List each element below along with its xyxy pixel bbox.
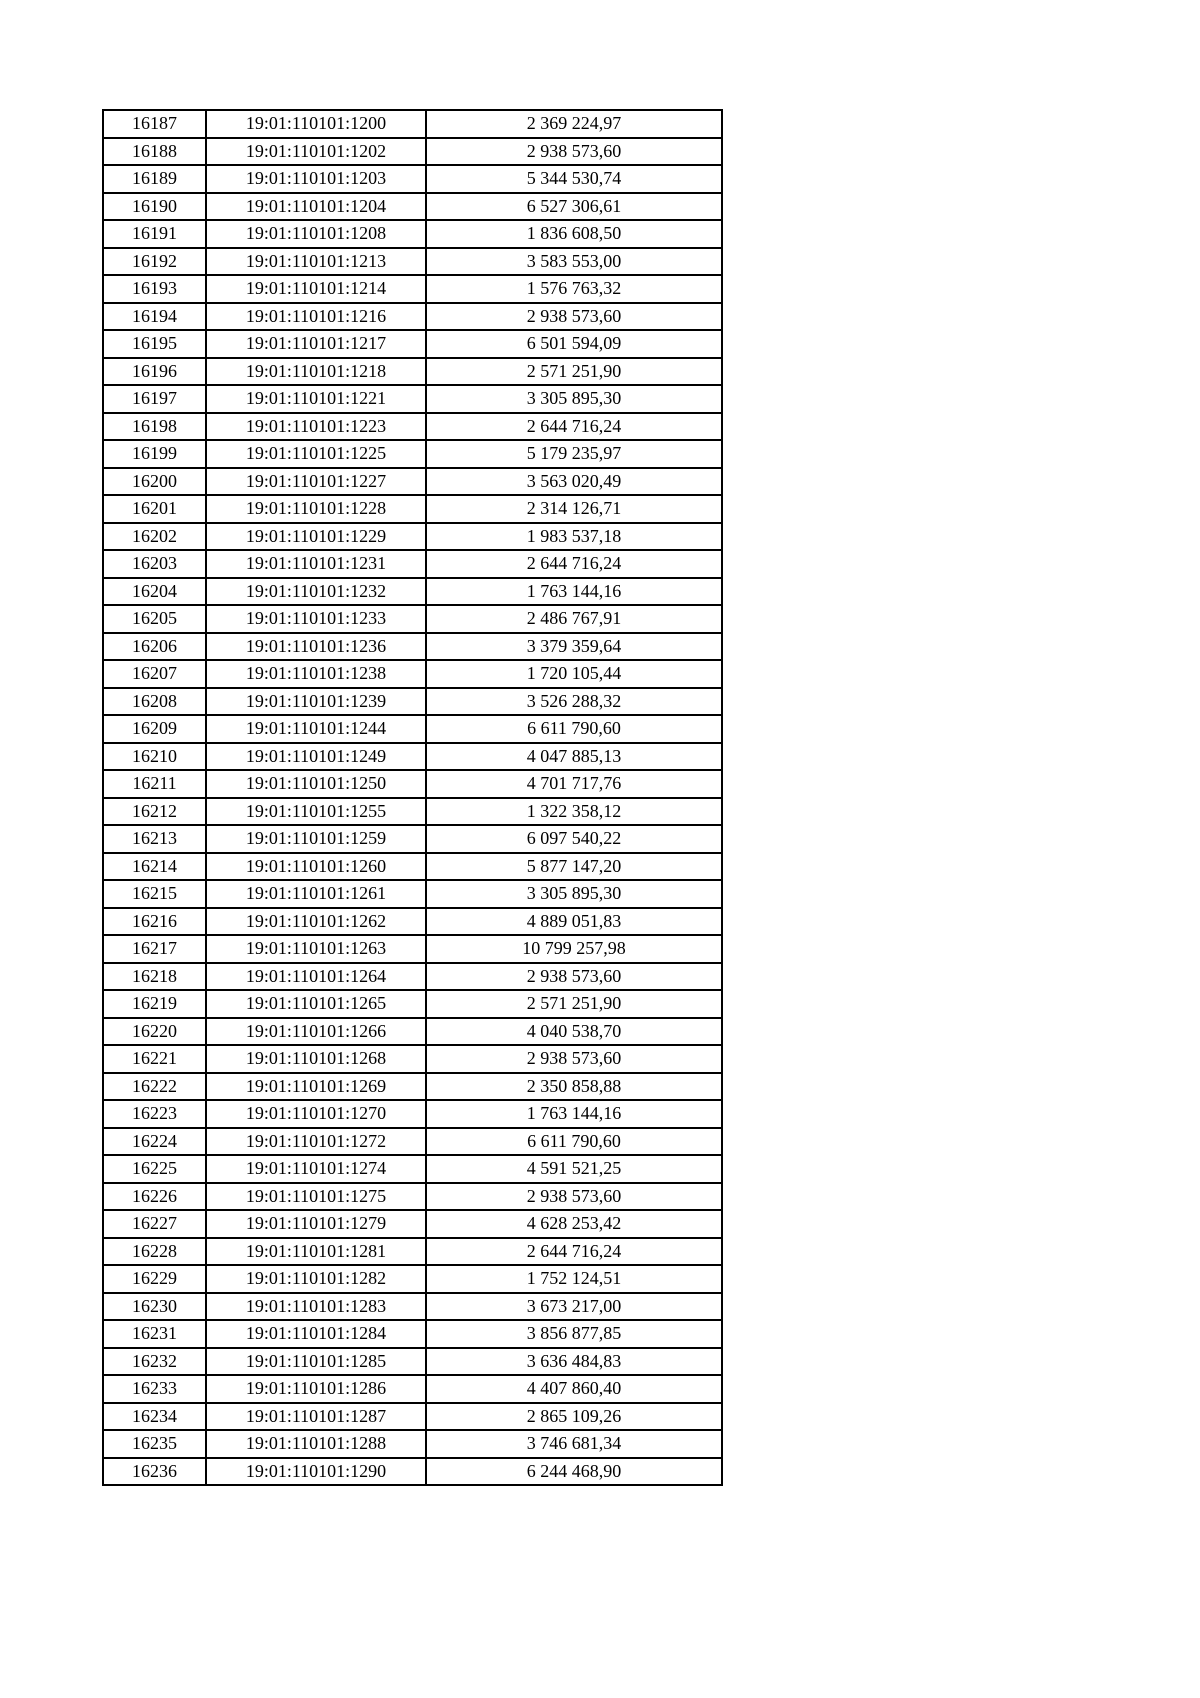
- table-row: [103, 605, 722, 633]
- row-number-cell: 16230: [103, 1293, 206, 1321]
- value-cell: 6 611 790,60: [426, 715, 722, 743]
- value-cell: 2 938 573,60: [426, 1183, 722, 1211]
- value-cell: 4 628 253,42: [426, 1210, 722, 1238]
- cadastral-number-cell: 19:01:110101:1217: [206, 330, 426, 358]
- cadastral-number-cell: 19:01:110101:1232: [206, 578, 426, 606]
- row-number-cell: 16226: [103, 1183, 206, 1211]
- row-number-cell: 16191: [103, 220, 206, 248]
- cadastral-number-cell: 19:01:110101:1200: [206, 110, 426, 138]
- cadastral-number-cell: 19:01:110101:1231: [206, 550, 426, 578]
- row-number-cell: 16189: [103, 165, 206, 193]
- table-row: [103, 550, 722, 578]
- cadastral-number-cell: 19:01:110101:1239: [206, 688, 426, 716]
- row-number-cell: 16192: [103, 248, 206, 276]
- cadastral-number-cell: 19:01:110101:1218: [206, 358, 426, 386]
- row-number-cell: 16207: [103, 660, 206, 688]
- cadastral-number-cell: 19:01:110101:1227: [206, 468, 426, 496]
- row-number-cell: 16213: [103, 825, 206, 853]
- table-row: [103, 1348, 722, 1376]
- value-cell: 2 938 573,60: [426, 303, 722, 331]
- cadastral-number-cell: 19:01:110101:1266: [206, 1018, 426, 1046]
- value-cell: 3 305 895,30: [426, 880, 722, 908]
- value-cell: 3 379 359,64: [426, 633, 722, 661]
- table-row: [103, 385, 722, 413]
- row-number-cell: 16219: [103, 990, 206, 1018]
- row-number-cell: 16234: [103, 1403, 206, 1431]
- value-cell: 4 407 860,40: [426, 1375, 722, 1403]
- cadastral-number-cell: 19:01:110101:1233: [206, 605, 426, 633]
- table-row: [103, 963, 722, 991]
- cadastral-number-cell: 19:01:110101:1283: [206, 1293, 426, 1321]
- table-row: [103, 935, 722, 963]
- row-number-cell: 16200: [103, 468, 206, 496]
- row-number-cell: 16206: [103, 633, 206, 661]
- table-row: [103, 248, 722, 276]
- value-cell: 2 865 109,26: [426, 1403, 722, 1431]
- row-number-cell: 16194: [103, 303, 206, 331]
- value-cell: 2 644 716,24: [426, 1238, 722, 1266]
- table-row: [103, 853, 722, 881]
- value-cell: 4 047 885,13: [426, 743, 722, 771]
- table-row: [103, 495, 722, 523]
- table-row: [103, 1430, 722, 1458]
- row-number-cell: 16209: [103, 715, 206, 743]
- cadastral-number-cell: 19:01:110101:1203: [206, 165, 426, 193]
- value-cell: 1 752 124,51: [426, 1265, 722, 1293]
- row-number-cell: 16212: [103, 798, 206, 826]
- value-cell: 10 799 257,98: [426, 935, 722, 963]
- cadastral-value-table: [102, 109, 723, 1486]
- value-cell: 2 314 126,71: [426, 495, 722, 523]
- table-row: [103, 798, 722, 826]
- cadastral-number-cell: 19:01:110101:1255: [206, 798, 426, 826]
- cadastral-number-cell: 19:01:110101:1282: [206, 1265, 426, 1293]
- cadastral-number-cell: 19:01:110101:1269: [206, 1073, 426, 1101]
- value-cell: 6 527 306,61: [426, 193, 722, 221]
- cadastral-number-cell: 19:01:110101:1236: [206, 633, 426, 661]
- row-number-cell: 16203: [103, 550, 206, 578]
- value-cell: 1 576 763,32: [426, 275, 722, 303]
- row-number-cell: 16223: [103, 1100, 206, 1128]
- row-number-cell: 16193: [103, 275, 206, 303]
- cadastral-number-cell: 19:01:110101:1264: [206, 963, 426, 991]
- cadastral-number-cell: 19:01:110101:1265: [206, 990, 426, 1018]
- value-cell: 3 856 877,85: [426, 1320, 722, 1348]
- cadastral-number-cell: 19:01:110101:1202: [206, 138, 426, 166]
- value-cell: 1 763 144,16: [426, 1100, 722, 1128]
- cadastral-number-cell: 19:01:110101:1249: [206, 743, 426, 771]
- table-row: [103, 440, 722, 468]
- row-number-cell: 16231: [103, 1320, 206, 1348]
- table-row: [103, 880, 722, 908]
- row-number-cell: 16198: [103, 413, 206, 441]
- table-row: [103, 468, 722, 496]
- value-cell: 3 563 020,49: [426, 468, 722, 496]
- cadastral-number-cell: 19:01:110101:1261: [206, 880, 426, 908]
- cadastral-number-cell: 19:01:110101:1262: [206, 908, 426, 936]
- row-number-cell: 16208: [103, 688, 206, 716]
- table-row: [103, 1018, 722, 1046]
- cadastral-number-cell: 19:01:110101:1285: [206, 1348, 426, 1376]
- value-cell: 1 720 105,44: [426, 660, 722, 688]
- table-row: [103, 715, 722, 743]
- table-row: [103, 165, 722, 193]
- value-cell: 6 611 790,60: [426, 1128, 722, 1156]
- value-cell: 3 526 288,32: [426, 688, 722, 716]
- cadastral-number-cell: 19:01:110101:1281: [206, 1238, 426, 1266]
- row-number-cell: 16215: [103, 880, 206, 908]
- table-row: [103, 110, 722, 138]
- cadastral-number-cell: 19:01:110101:1229: [206, 523, 426, 551]
- table-row: [103, 1238, 722, 1266]
- row-number-cell: 16196: [103, 358, 206, 386]
- value-cell: 2 486 767,91: [426, 605, 722, 633]
- row-number-cell: 16214: [103, 853, 206, 881]
- table-row: [103, 1293, 722, 1321]
- row-number-cell: 16202: [103, 523, 206, 551]
- value-cell: 3 305 895,30: [426, 385, 722, 413]
- row-number-cell: 16233: [103, 1375, 206, 1403]
- value-cell: 3 673 217,00: [426, 1293, 722, 1321]
- value-cell: 2 369 224,97: [426, 110, 722, 138]
- value-cell: 2 644 716,24: [426, 413, 722, 441]
- row-number-cell: 16204: [103, 578, 206, 606]
- table-row: [103, 1375, 722, 1403]
- value-cell: 4 040 538,70: [426, 1018, 722, 1046]
- cadastral-number-cell: 19:01:110101:1272: [206, 1128, 426, 1156]
- cadastral-number-cell: 19:01:110101:1223: [206, 413, 426, 441]
- value-cell: 1 983 537,18: [426, 523, 722, 551]
- row-number-cell: 16225: [103, 1155, 206, 1183]
- table-row: [103, 578, 722, 606]
- table-row: [103, 1403, 722, 1431]
- value-cell: 2 938 573,60: [426, 963, 722, 991]
- table-row: [103, 1265, 722, 1293]
- table-row: [103, 303, 722, 331]
- cadastral-number-cell: 19:01:110101:1214: [206, 275, 426, 303]
- table-row: [103, 193, 722, 221]
- value-cell: 6 097 540,22: [426, 825, 722, 853]
- row-number-cell: 16235: [103, 1430, 206, 1458]
- value-cell: 2 571 251,90: [426, 358, 722, 386]
- table-row: [103, 523, 722, 551]
- row-number-cell: 16224: [103, 1128, 206, 1156]
- row-number-cell: 16187: [103, 110, 206, 138]
- cadastral-number-cell: 19:01:110101:1274: [206, 1155, 426, 1183]
- value-cell: 6 501 594,09: [426, 330, 722, 358]
- cadastral-number-cell: 19:01:110101:1208: [206, 220, 426, 248]
- table-row: [103, 770, 722, 798]
- cadastral-number-cell: 19:01:110101:1286: [206, 1375, 426, 1403]
- row-number-cell: 16216: [103, 908, 206, 936]
- row-number-cell: 16227: [103, 1210, 206, 1238]
- value-cell: 1 322 358,12: [426, 798, 722, 826]
- table-row: [103, 743, 722, 771]
- table-row: [103, 330, 722, 358]
- row-number-cell: 16221: [103, 1045, 206, 1073]
- value-cell: 3 636 484,83: [426, 1348, 722, 1376]
- value-cell: 2 644 716,24: [426, 550, 722, 578]
- value-cell: 4 889 051,83: [426, 908, 722, 936]
- cadastral-number-cell: 19:01:110101:1216: [206, 303, 426, 331]
- value-cell: 5 179 235,97: [426, 440, 722, 468]
- value-cell: 6 244 468,90: [426, 1458, 722, 1486]
- table-row: [103, 908, 722, 936]
- table-row: [103, 138, 722, 166]
- table-row: [103, 1045, 722, 1073]
- cadastral-number-cell: 19:01:110101:1213: [206, 248, 426, 276]
- cadastral-number-cell: 19:01:110101:1279: [206, 1210, 426, 1238]
- table-row: [103, 220, 722, 248]
- value-cell: 3 746 681,34: [426, 1430, 722, 1458]
- value-cell: 3 583 553,00: [426, 248, 722, 276]
- table-row: [103, 1128, 722, 1156]
- cadastral-number-cell: 19:01:110101:1290: [206, 1458, 426, 1486]
- row-number-cell: 16217: [103, 935, 206, 963]
- row-number-cell: 16220: [103, 1018, 206, 1046]
- row-number-cell: 16222: [103, 1073, 206, 1101]
- value-cell: 4 701 717,76: [426, 770, 722, 798]
- table-row: [103, 825, 722, 853]
- table-row: [103, 413, 722, 441]
- table-row: [103, 358, 722, 386]
- cadastral-number-cell: 19:01:110101:1270: [206, 1100, 426, 1128]
- table-row: [103, 1100, 722, 1128]
- table-row: [103, 660, 722, 688]
- cadastral-number-cell: 19:01:110101:1288: [206, 1430, 426, 1458]
- value-cell: 5 344 530,74: [426, 165, 722, 193]
- cadastral-number-cell: 19:01:110101:1250: [206, 770, 426, 798]
- table-row: [103, 1155, 722, 1183]
- row-number-cell: 16205: [103, 605, 206, 633]
- value-cell: 2 571 251,90: [426, 990, 722, 1018]
- cadastral-number-cell: 19:01:110101:1238: [206, 660, 426, 688]
- cadastral-number-cell: 19:01:110101:1221: [206, 385, 426, 413]
- row-number-cell: 16236: [103, 1458, 206, 1486]
- table-row: [103, 1073, 722, 1101]
- row-number-cell: 16195: [103, 330, 206, 358]
- table-row: [103, 990, 722, 1018]
- row-number-cell: 16188: [103, 138, 206, 166]
- cadastral-number-cell: 19:01:110101:1225: [206, 440, 426, 468]
- row-number-cell: 16228: [103, 1238, 206, 1266]
- cadastral-number-cell: 19:01:110101:1204: [206, 193, 426, 221]
- row-number-cell: 16218: [103, 963, 206, 991]
- row-number-cell: 16229: [103, 1265, 206, 1293]
- cadastral-number-cell: 19:01:110101:1263: [206, 935, 426, 963]
- table-body: [103, 110, 722, 1485]
- table-row: [103, 688, 722, 716]
- cadastral-number-cell: 19:01:110101:1228: [206, 495, 426, 523]
- row-number-cell: 16190: [103, 193, 206, 221]
- table-row: [103, 1183, 722, 1211]
- table-row: [103, 633, 722, 661]
- value-cell: 4 591 521,25: [426, 1155, 722, 1183]
- table-row: [103, 1458, 722, 1486]
- value-cell: 5 877 147,20: [426, 853, 722, 881]
- value-cell: 2 350 858,88: [426, 1073, 722, 1101]
- row-number-cell: 16201: [103, 495, 206, 523]
- row-number-cell: 16232: [103, 1348, 206, 1376]
- value-cell: 2 938 573,60: [426, 138, 722, 166]
- cadastral-number-cell: 19:01:110101:1268: [206, 1045, 426, 1073]
- cadastral-number-cell: 19:01:110101:1259: [206, 825, 426, 853]
- row-number-cell: 16199: [103, 440, 206, 468]
- cadastral-number-cell: 19:01:110101:1287: [206, 1403, 426, 1431]
- row-number-cell: 16197: [103, 385, 206, 413]
- cadastral-number-cell: 19:01:110101:1260: [206, 853, 426, 881]
- value-cell: 1 836 608,50: [426, 220, 722, 248]
- table-row: [103, 275, 722, 303]
- cadastral-number-cell: 19:01:110101:1284: [206, 1320, 426, 1348]
- value-cell: 2 938 573,60: [426, 1045, 722, 1073]
- table-row: [103, 1320, 722, 1348]
- table-row: [103, 1210, 722, 1238]
- cadastral-number-cell: 19:01:110101:1275: [206, 1183, 426, 1211]
- cadastral-number-cell: 19:01:110101:1244: [206, 715, 426, 743]
- row-number-cell: 16211: [103, 770, 206, 798]
- value-cell: 1 763 144,16: [426, 578, 722, 606]
- row-number-cell: 16210: [103, 743, 206, 771]
